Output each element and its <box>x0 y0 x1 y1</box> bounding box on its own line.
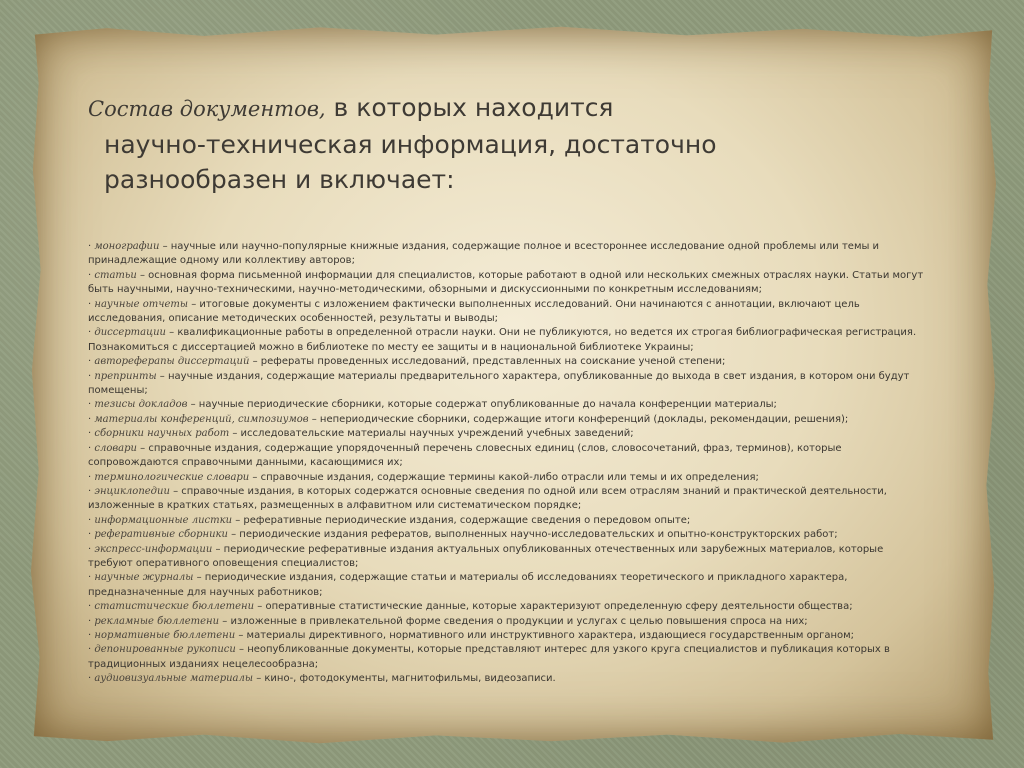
list-item: · препринты – научные издания, содержащие материалы предварительного характера, опубликованные до выхода в свет издания, в котором они будут помещены; <box>88 370 910 397</box>
list-item: · нормативные бюллетени – материалы директивного, нормативного или инструктивного характера, издающиеся государственным органом; <box>88 629 855 641</box>
list-item: · сборники научных работ – исследовательские материалы научных учреждений учебных заведений; <box>88 428 634 440</box>
list-item-text: – оперативные статистические данные, которые характеризуют определенную сферу деятельности общества; <box>254 601 853 613</box>
list-item: · реферативные сборники – периодические издания рефератов, выполненных научно-исследовательских и опытно-конструкторских работ; <box>88 529 838 541</box>
list-item-term: терминологические словари <box>94 471 250 483</box>
list-item-term: материалы конференций, симпозиумов <box>94 413 309 425</box>
list-item: · статистические бюллетени – оперативные статистические данные, которые характеризуют определенную сферу деятельности общества; <box>88 601 853 613</box>
list-item: · аудиовизуальные материалы – кино-, фотодокументы, магнитофильмы, видеозаписи. <box>88 673 556 685</box>
list-item-text: – итоговые документы с изложением фактически выполненных исследований. Они начинаются с аннотации, включают цель исследования, описание методических особенностей, результаты и выводы; <box>88 298 860 325</box>
list-item-term: информационные листки <box>94 514 233 526</box>
list-item-text: – справочные издания, содержащие термины какой-либо отрасли или темы и их определения; <box>249 471 759 483</box>
list-item-term: статьи <box>94 269 137 281</box>
list-item: · автореферапы диссертаций – рефераты проведенных исследований, представленных на соискание ученой степени; <box>88 356 726 368</box>
list-item-term: автореферапы диссертаций <box>94 356 250 368</box>
list-item-text: – рефераты проведенных исследований, представленных на соискание ученой степени; <box>249 356 726 368</box>
document-types-list <box>88 240 930 687</box>
list-item-term: сборники научных работ <box>94 428 230 440</box>
list-item-text: – научные или научно-популярные книжные издания, содержащие полное и всестороннее исследование одной проблемы или темы и принадлежащие одному или коллективу авторов; <box>88 241 880 267</box>
list-item-term: нормативные бюллетени <box>94 629 236 641</box>
list-item-term: рекламные бюллетени <box>94 615 220 627</box>
title-line-2: научно-техническая информация, достаточно <box>104 130 717 159</box>
list-item-text: – научные издания, содержащие материалы предварительного характера, опубликованные до выхода в свет издания, в котором они будут помещены; <box>88 370 910 397</box>
list-item: · терминологические словари – справочные издания, содержащие термины какой-либо отрасли или темы и их определения; <box>88 471 759 483</box>
list-item: · диссертации – квалификационные работы в определенной отрасли науки. Они не публикуются, но ведется их строгая библиографическая регистрация. Познакомиться с диссертацией можно в библиотеке по месту ее защиты и в национальной библиотеке Украины; <box>88 327 917 353</box>
list-item: · статьи – основная форма письменной информации для специалистов, которые работают в одной или нескольких смежных отраслях науки. Статьи могут быть научными, научно-техническими, научно-методическими, обзорными и дискуссионными по конкретным исследованиям; <box>88 269 924 296</box>
list-item: · информационные листки – реферативные периодические издания, содержащие сведения о передовом опыте; <box>88 514 691 526</box>
title-line-1: в которых находится <box>325 93 614 122</box>
list-item-text: – материалы директивного, нормативного или инструктивного характера, издающиеся государственным органом; <box>235 629 855 641</box>
list-item-text: – изложенные в привлекательной форме сведения о продукции и услугах с целью повышения спроса на них; <box>219 615 808 627</box>
list-item: · экспресс-информации – периодические реферативные издания актуальных опубликованных отечественных или зарубежных материалов, которые требуют оперативного оповещения специалистов; <box>88 543 884 569</box>
list-item-text: – периодические издания рефератов, выполненных научно-исследовательских и опытно-конструкторских работ; <box>227 529 838 541</box>
list-item: · материалы конференций, симпозиумов – непериодические сборники, содержащие итоги конференций (доклады, рекомендации, решения); <box>88 413 849 425</box>
list-item-text: – периодические издания, содержащие статьи и материалы об исследованиях теоретического и прикладного характера, предназначенные для научных работников; <box>88 572 848 598</box>
list-item: · депонированные рукописи – неопубликованные документы, которые представляют интерес для узкого круга специалистов и публикация которых в традиционных изданиях нецелесообразна; <box>88 644 890 670</box>
list-item-text: – кино-, фотодокументы, магнитофильмы, видеозаписи. <box>253 673 556 685</box>
list-item-term: реферативные сборники <box>94 529 228 541</box>
list-item-text: – справочные издания, содержащие упорядоченный перечень словесных единиц (слов, словосочетаний, фраз, терминов), которые сопровождаются справочными данными, касающимися их; <box>88 442 842 469</box>
list-item-text: – справочные издания, в которых содержатся основные сведения по одной или всем отраслям знаний и практической деятельности, изложенные в кратких статьях, размещенных в алфавитном или систематическом порядке; <box>88 485 887 512</box>
list-item: · научные отчеты – итоговые документы с изложением фактически выполненных исследований. Они начинаются с аннотации, включают цель исследования, описание методических особенностей, результаты и выводы; <box>88 298 860 325</box>
list-item-term: экспресс-информации <box>94 543 213 555</box>
list-item-term: аудиовизуальные материалы <box>94 673 254 685</box>
title-line-3: разнообразен и включает: <box>104 165 455 194</box>
list-item-text: – научные периодические сборники, которые содержат опубликованные до начала конференции материалы; <box>187 399 777 411</box>
list-item-term: диссертации <box>94 327 166 339</box>
list-item-term: депонированные рукописи <box>94 644 236 656</box>
list-item-term: научные журналы <box>94 572 194 584</box>
list-item: · монографии – научные или научно-популярные книжные издания, содержащие полное и всестороннее исследование одной проблемы или темы и принадлежащие одному или коллективу авторов; <box>88 241 880 267</box>
list-item-term: монографии <box>94 241 160 252</box>
list-item-term: словари <box>94 442 137 454</box>
list-item-term: препринты <box>94 370 157 382</box>
list-item-term: энциклопедии <box>94 485 170 497</box>
list-item: · словари – справочные издания, содержащие упорядоченный перечень словесных единиц (слов, словосочетаний, фраз, терминов), которые сопровождаются справочными данными, касающимися их; <box>88 442 842 469</box>
title-lead: Состав документов, <box>88 97 326 121</box>
list-item: · тезисы докладов – научные периодические сборники, которые содержат опубликованные до начала конференции материалы; <box>88 399 777 411</box>
list-item-text: – квалификационные работы в определенной отрасли науки. Они не публикуются, но ведется их строгая библиографическая регистрация. Познакомиться с диссертацией можно в библиотеке по месту ее защиты и в национальной библиотеке Украины; <box>88 327 917 353</box>
list-item-term: статистические бюллетени <box>94 601 255 613</box>
list-item-text: – периодические реферативные издания актуальных опубликованных отечественных или зарубежных материалов, которые требуют оперативного оповещения специалистов; <box>88 543 884 569</box>
list-item-text: – неопубликованные документы, которые представляют интерес для узкого круга специалистов и публикация которых в традиционных изданиях нецелесообразна; <box>88 644 890 670</box>
list-item: · рекламные бюллетени – изложенные в привлекательной форме сведения о продукции и услугах с целью повышения спроса на них; <box>88 615 808 627</box>
list-item: · энциклопедии – справочные издания, в которых содержатся основные сведения по одной или всем отраслям знаний и практической деятельности, изложенные в кратких статьях, размещенных в алфавитном или систематическом порядке; <box>88 485 887 512</box>
list-item-text: – основная форма письменной информации для специалистов, которые работают в одной или нескольких смежных отраслях науки. Статьи могут быть научными, научно-техническими, научно-методическими, обзорными и дискуссионными по конкретным исследованиям; <box>88 269 924 296</box>
slide-title <box>88 90 928 197</box>
list-item: · научные журналы – периодические издания, содержащие статьи и материалы об исследованиях теоретического и прикладного характера, предназначенные для научных работников; <box>88 572 848 598</box>
list-item-text: – исследовательские материалы научных учреждений учебных заведений; <box>229 428 634 440</box>
list-item-text: – реферативные периодические издания, содержащие сведения о передовом опыте; <box>232 514 691 526</box>
list-item-text: – непериодические сборники, содержащие итоги конференций (доклады, рекомендации, решения); <box>308 413 849 425</box>
list-item-term: научные отчеты <box>94 298 189 310</box>
list-item-term: тезисы докладов <box>94 399 188 411</box>
